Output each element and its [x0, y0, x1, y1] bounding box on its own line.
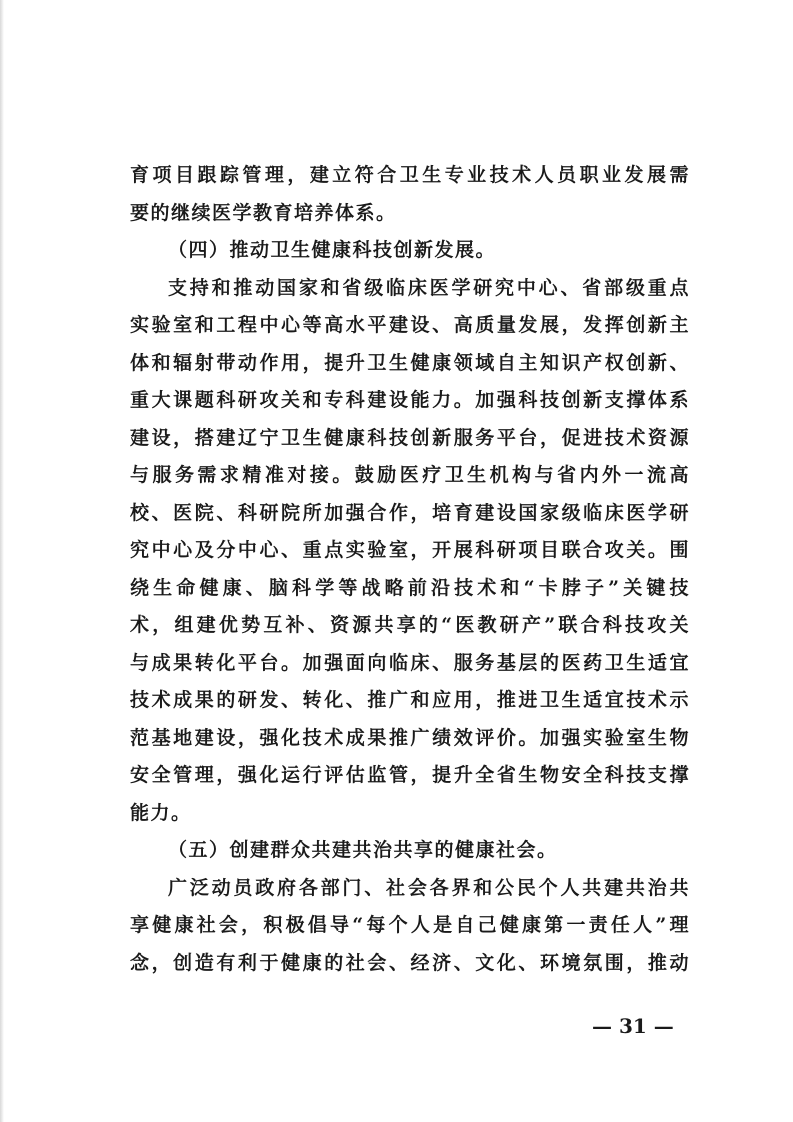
text-line: 体和辐射带动作用，提升卫生健康领域自主知识产权创新、	[130, 351, 690, 374]
body-text	[130, 157, 690, 982]
text-line: 享健康社会，积极倡导“每个人是自己健康第一责任人”理	[130, 914, 690, 936]
text-line: 念，创造有利于健康的社会、经济、文化、环境氛围，推动	[130, 951, 690, 974]
text-line: 绕生命健康、脑科学等战略前沿技术和“卡脖子”关键技	[130, 576, 690, 599]
page-number: — 31 —	[592, 1014, 674, 1038]
section-heading-5: （五）创建群众共建共治共享的健康社会。	[168, 839, 558, 861]
text-line: 建设，搭建辽宁卫生健康科技创新服务平台，促进技术资源	[130, 426, 690, 449]
scan-edge-shadow	[0, 0, 4, 1122]
paragraph-start: 支持和推动国家和省级临床医学研究中心、省部级重点	[168, 276, 690, 299]
text-line: 与成果转化平台。加强面向临床、服务基层的医药卫生适宜	[130, 651, 690, 674]
text-line: 技术成果的研发、转化、推广和应用，推进卫生适宜技术示	[130, 689, 690, 711]
text-line: 实验室和工程中心等高水平建设、高质量发展，发挥创新主	[130, 314, 690, 336]
text-line: 术，组建优势互补、资源共享的“医教研产”联合科技攻关	[130, 614, 690, 636]
section-heading-4: （四）推动卫生健康科技创新发展。	[168, 239, 497, 261]
text-line: 育项目跟踪管理，建立符合卫生专业技术人员职业发展需	[130, 164, 690, 186]
text-line: 要的继续医学教育培养体系。	[130, 201, 397, 224]
text-line: 重大课题科研攻关和专科建设能力。加强科技创新支撑体系	[130, 389, 690, 411]
text-line: 能力。	[130, 801, 192, 824]
text-line: 范基地建设，强化技术成果推广绩效评价。加强实验室生物	[130, 726, 690, 749]
text-line: 安全管理，强化运行评估监管，提升全省生物安全科技支撑	[130, 764, 690, 786]
paragraph-start: 广泛动员政府各部门、社会各界和公民个人共建共治共	[168, 876, 690, 899]
text-line: 与服务需求精准对接。鼓励医疗卫生机构与省内外一流高	[130, 464, 690, 486]
text-line: 校、医院、科研院所加强合作，培育建设国家级临床医学研	[130, 501, 690, 524]
text-line: 究中心及分中心、重点实验室，开展科研项目联合攻关。围	[130, 539, 690, 561]
